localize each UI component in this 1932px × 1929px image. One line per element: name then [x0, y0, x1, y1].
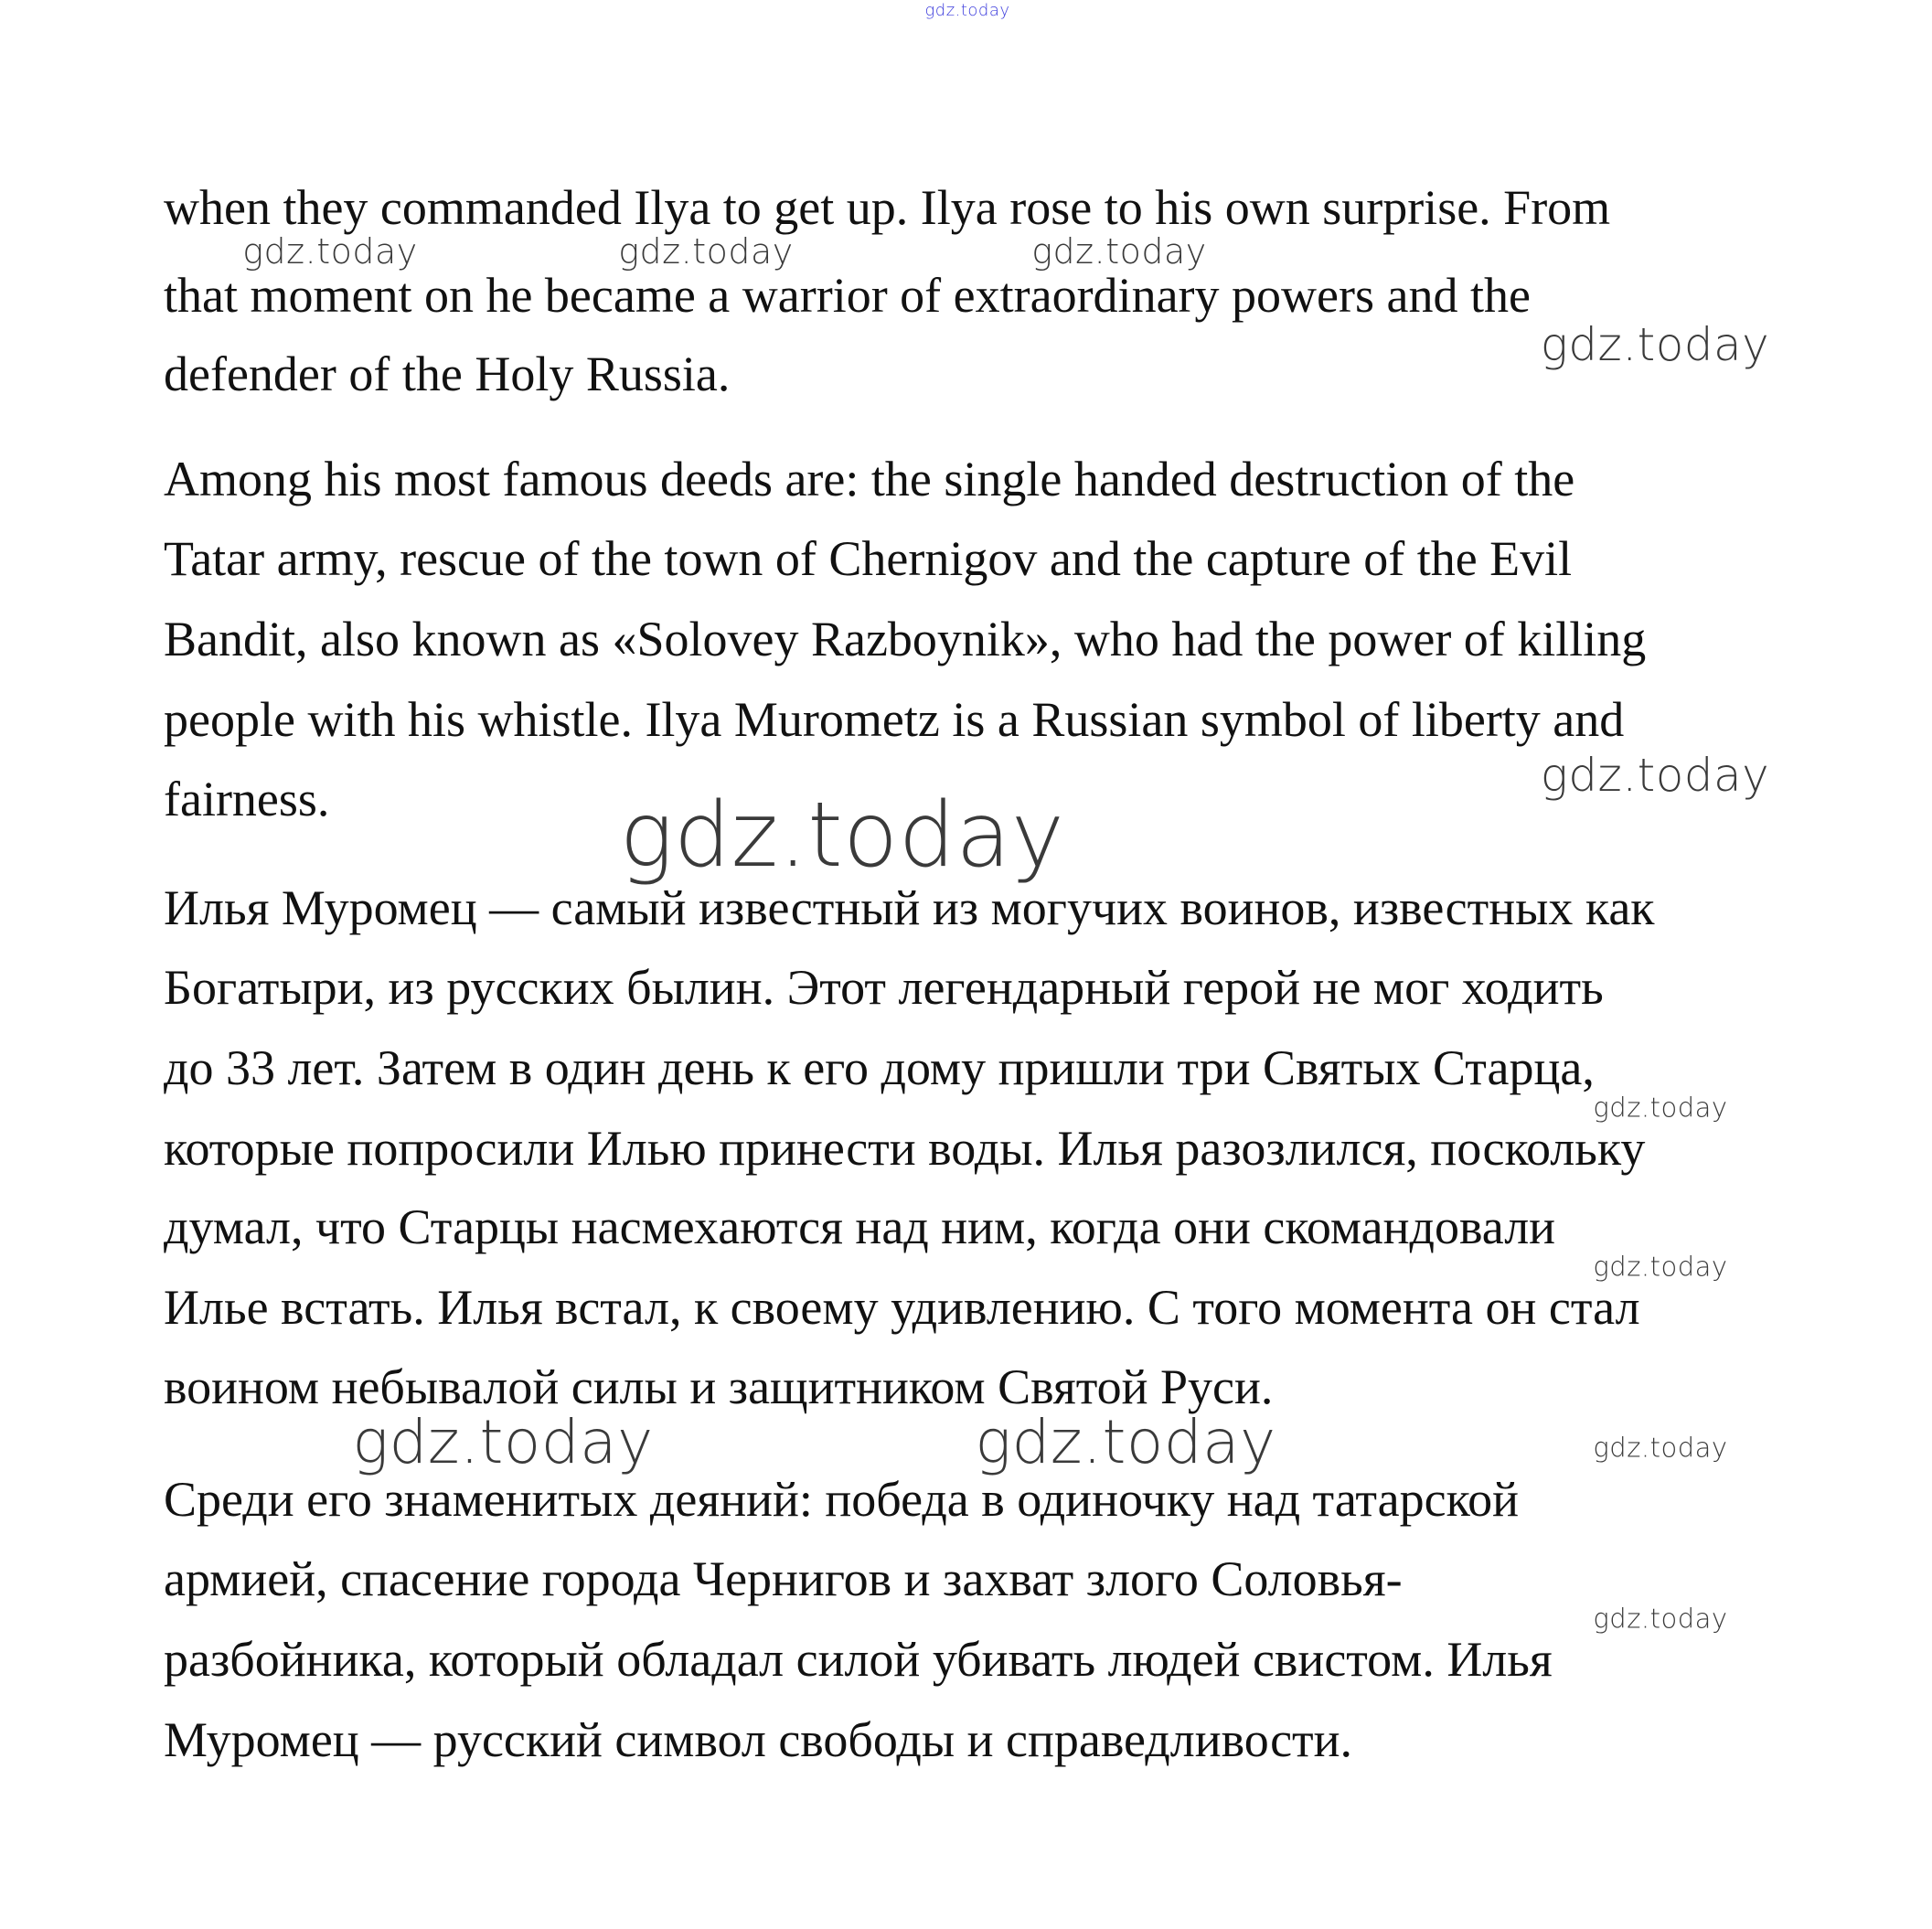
paragraph-3-line: Илья Муромец — самый известный из могучих воинов, известных как: [164, 880, 1655, 935]
watermark: gdz.today: [975, 1407, 1276, 1477]
watermark: gdz.today: [619, 783, 1065, 888]
watermark: gdz.today: [352, 1407, 654, 1477]
watermark-top[interactable]: gdz.today: [924, 1, 1010, 20]
paragraph-2-line: Bandit, also known as «Solovey Razboynik», who had the power of killing: [164, 612, 1647, 666]
paragraph-2-line: people with his whistle. Ilya Murometz is a Russian symbol of liberty and: [164, 692, 1625, 747]
paragraph-2-line: Tatar army, rescue of the town of Chernigov and the capture of the Evil: [164, 531, 1573, 586]
watermark: gdz.today: [618, 231, 794, 272]
paragraph-3-line: которые попросили Илью принести воды. Илья разозлился, поскольку: [164, 1121, 1646, 1176]
watermark: gdz.today: [1593, 1092, 1728, 1124]
paragraph-2-line: fairness.: [164, 772, 330, 826]
watermark: gdz.today: [1593, 1603, 1728, 1635]
watermark: gdz.today: [1540, 749, 1770, 802]
paragraph-2-line: Among his most famous deeds are: the single handed destruction of the: [164, 452, 1575, 506]
paragraph-1-line: when they commanded Ilya to get up. Ilya rose to his own surprise. From: [164, 180, 1611, 235]
watermark: gdz.today: [1593, 1251, 1728, 1283]
paragraph-3-line: воином небывалой силы и защитником Святой Руси.: [164, 1359, 1274, 1414]
paragraph-4-line: разбойника, который обладал силой убивать людей свистом. Илья: [164, 1632, 1553, 1687]
watermark: gdz.today: [242, 231, 418, 272]
paragraph-3-line: Илье встать. Илья встал, к своему удивлению. С того момента он стал: [164, 1280, 1640, 1335]
paragraph-1-line: defender of the Holy Russia.: [164, 346, 731, 401]
watermark: gdz.today: [1031, 231, 1207, 272]
watermark: gdz.today: [1593, 1432, 1728, 1464]
paragraph-3-line: до 33 лет. Затем в один день к его дому пришли три Святых Старца,: [164, 1040, 1595, 1095]
paragraph-1-line: that moment on he became a warrior of extraordinary powers and the: [164, 268, 1531, 323]
paragraph-3-line: Богатыри, из русских былин. Этот легендарный герой не мог ходить: [164, 960, 1604, 1015]
paragraph-4-line: Муромец — русский символ свободы и справедливости.: [164, 1712, 1353, 1767]
watermark: gdz.today: [1540, 318, 1770, 371]
paragraph-4-line: Среди его знаменитых деяний: победа в одиночку над татарской: [164, 1472, 1519, 1527]
paragraph-3-line: думал, что Старцы насмехаются над ним, когда они скомандовали: [164, 1199, 1556, 1254]
paragraph-4-line: армией, спасение города Чернигов и захват злого Соловья-: [164, 1551, 1403, 1606]
